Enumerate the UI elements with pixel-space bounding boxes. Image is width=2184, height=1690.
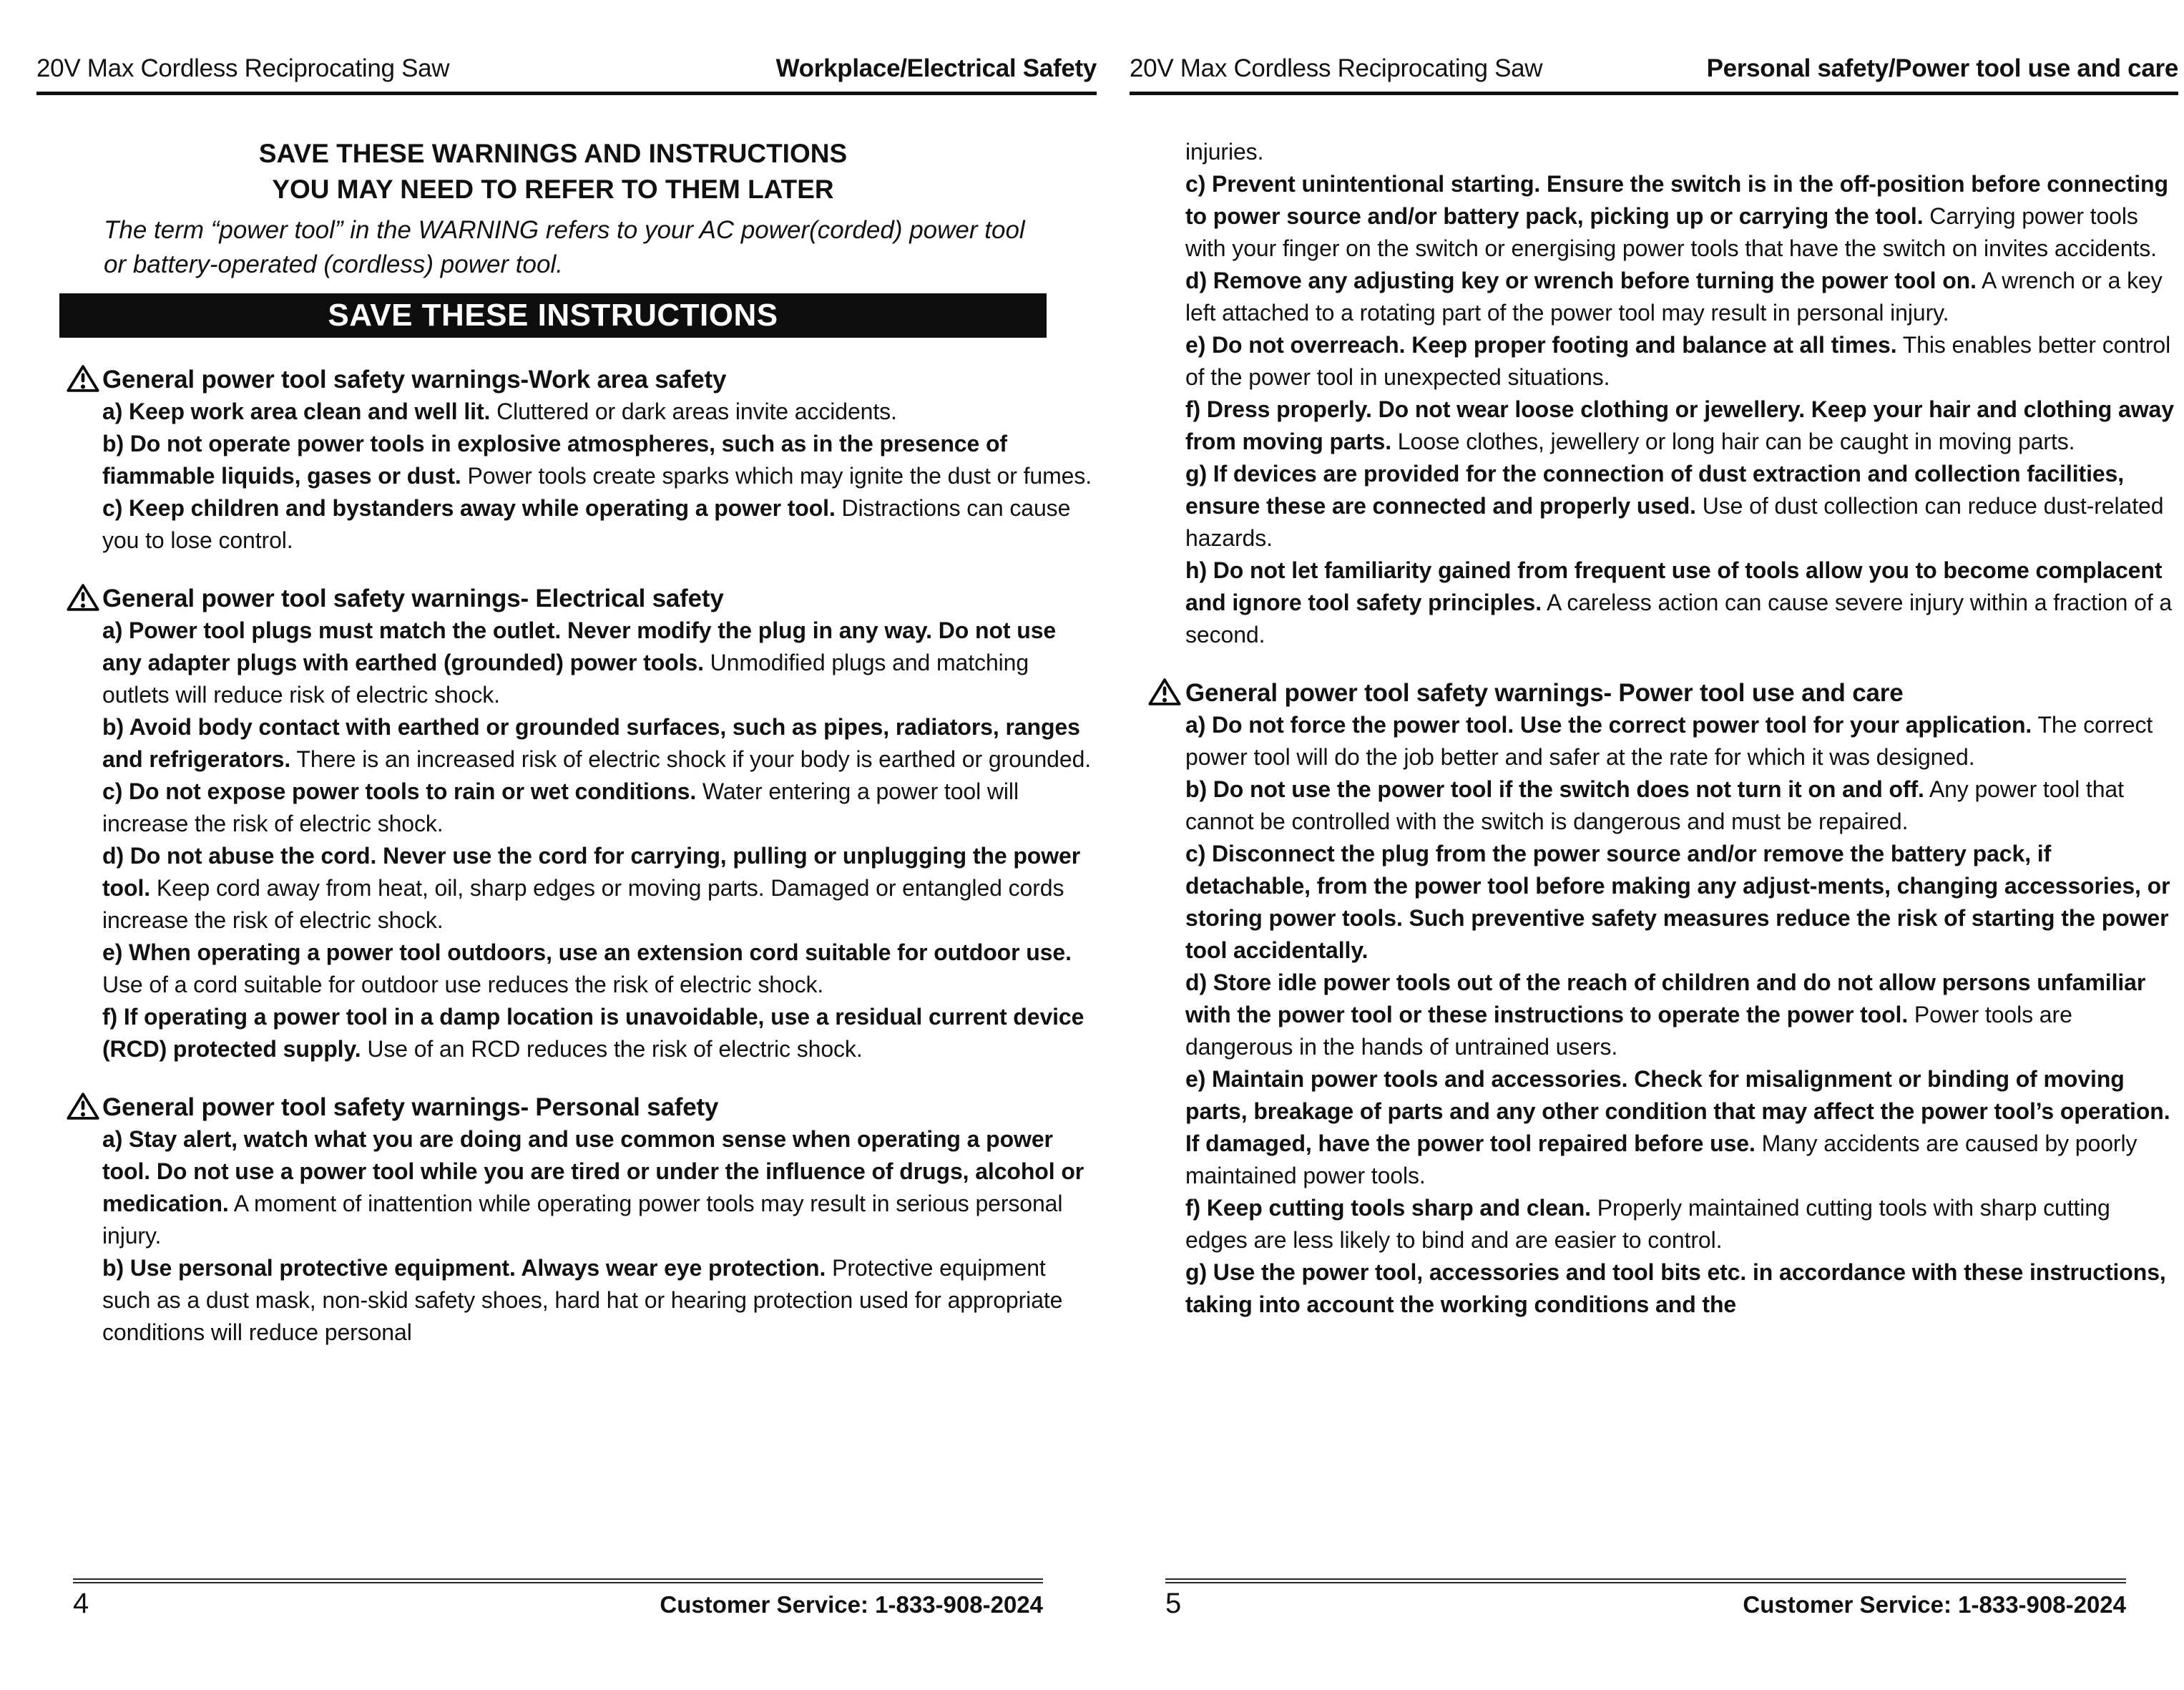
section-electrical-safety (67, 582, 1097, 1065)
safety-item: c) Prevent unintentional starting. Ensure the switch is in the off-position before connecting to power source and/or battery pack, picking up or carrying the tool. Carrying power tools with your finger on the switch or energising power tools that have the switch on invites accidents. (1185, 171, 2168, 261)
safety-item: h) Do not let familiarity gained from frequent use of tools allow you to become complacent and ignore tool safety principles. A careless action can cause severe injury within a fraction of a second. (1185, 557, 2173, 648)
safety-item: a) Stay alert, watch what you are doing and use common sense when operating a power tool. Do not use a power tool while you are tired or under the influence of drugs, alcohol or medication. A moment of inattention while operating power tools may result in serious personal injury. (102, 1126, 1084, 1249)
customer-service-label: Customer Service: 1-833-908-2024 (1743, 1591, 2126, 1618)
safety-item: e) Maintain power tools and accessories. Check for misalignment or binding of moving parts, breakage of parts and any other condition that may affect the power tool’s operation. If damaged, have the power tool repaired before use. Many accidents are caused by poorly maintained power tools. (1185, 1066, 2170, 1188)
header-section-title: Workplace/Electrical Safety (775, 54, 1097, 82)
section-title: General power tool safety warnings- Electrical safety (102, 585, 724, 612)
section-title: General power tool safety warnings- Personal safety (102, 1093, 719, 1121)
safety-item: c) Disconnect the plug from the power source and/or remove the battery pack, if detachable, from the power tool before making any adjust-ments, changing accessories, or storing power tools. Such preventive safety measures reduce the risk of starting the power tool accidentally. (1185, 841, 2170, 963)
safety-item: f) Keep cutting tools sharp and clean. Properly maintained cutting tools with sharp cutting edges are less likely to bind and are easier to control. (1185, 1195, 2110, 1253)
continuation-text: injuries. (1185, 139, 1264, 165)
header-row (1130, 54, 2178, 83)
safety-item: b) Do not operate power tools in explosive atmospheres, such as in the presence of fiammable liquids, gases or dust. Power tools create sparks which may ignite the dust or fumes. (102, 431, 1092, 489)
product-title: 20V Max Cordless Reciprocating Saw (1130, 54, 1543, 82)
personal-safety-continued (1148, 136, 2178, 651)
warning-triangle-icon (67, 582, 99, 612)
warning-triangle-icon (67, 1091, 99, 1121)
intro-block (59, 136, 1047, 338)
safety-item: g) Use the power tool, accessories and tool bits etc. in accordance with these instructions, taking into account the working conditions and the (1185, 1259, 2166, 1317)
intro-heading-line1: SAVE THESE WARNINGS AND INSTRUCTIONS (258, 139, 848, 168)
header-row (36, 54, 1097, 83)
safety-item: d) Remove any adjusting key or wrench before turning the power tool on. A wrench or a key left attached to a rotating part of the power tool may result in personal injury. (1185, 268, 2163, 326)
safety-item: c) Do not expose power tools to rain or wet conditions. Water entering a power tool will increase the risk of electric shock. (102, 778, 1019, 836)
product-title: 20V Max Cordless Reciprocating Saw (36, 54, 450, 82)
section-personal-safety (67, 1091, 1097, 1349)
intro-heading-line2: YOU MAY NEED TO REFER TO THEM LATER (272, 175, 834, 204)
page-number: 5 (1165, 1588, 1182, 1619)
page-5 (1130, 0, 2178, 1690)
header-rule (1130, 92, 2178, 95)
banner-label: SAVE THESE INSTRUCTIONS (328, 298, 778, 333)
safety-item: a) Do not force the power tool. Use the correct power tool for your application. The correct power tool will do the job better and safer at the rate for which it was designed. (1185, 712, 2153, 770)
save-instructions-banner (59, 293, 1047, 338)
page-5-header (1130, 54, 2178, 95)
page-4-content (36, 136, 1097, 1349)
section-work-area-safety (67, 363, 1097, 557)
safety-item: e) When operating a power tool outdoors, use an extension cord suitable for outdoor use. Use of a cord suitable for outdoor use reduces the risk of electric shock. (102, 939, 1072, 997)
safety-item: f) If operating a power tool in a damp location is unavoidable, use a residual current device (RCD) protected supply. Use of an RCD reduces the risk of electric shock. (102, 1004, 1084, 1062)
footer-row (1165, 1588, 2126, 1620)
header-rule (36, 92, 1097, 95)
safety-item: a) Power tool plugs must match the outlet. Never modify the plug in any way. Do not use any adapter plugs with earthed (grounded) power tools. Unmodified plugs and matching outlets will reduce risk of electric shock. (102, 617, 1057, 708)
safety-item: d) Store idle power tools out of the reach of children and do not allow persons unfamiliar with the power tool or these instructions to operate the power tool. Power tools are dangerous in the hands of untrained users. (1185, 969, 2146, 1060)
safety-item: d) Do not abuse the cord. Never use the cord for carrying, pulling or unplugging the power tool. Keep cord away from heat, oil, sharp edges or moving parts. Damaged or entangled cords increase the risk of electric shock. (102, 843, 1081, 933)
page-5-footer (1165, 1578, 2126, 1620)
page-5-content (1130, 136, 2178, 1321)
section-title: General power tool safety warnings- Power tool use and care (1185, 679, 1904, 707)
safety-item: g) If devices are provided for the connection of dust extraction and collection facilities, ensure these are connected and properly used. Use of dust collection can reduce dust-related hazards. (1185, 461, 2164, 551)
section-power-tool-use-and-care (1148, 677, 2178, 1321)
customer-service-label: Customer Service: 1-833-908-2024 (660, 1591, 1043, 1618)
safety-item: e) Do not overreach. Keep proper footing and balance at all times. This enables better control of the power tool in unexpected situations. (1185, 332, 2171, 390)
footer-rule (1165, 1578, 2126, 1583)
safety-item: b) Avoid body contact with earthed or grounded surfaces, such as pipes, radiators, ranges and refrigerators. There is an increased risk of electric shock if your body is earthed or grounded. (102, 714, 1092, 772)
header-section-title: Personal safety/Power tool use and care (1706, 54, 2178, 82)
warning-triangle-icon (1148, 677, 1181, 707)
safety-item: b) Do not use the power tool if the switch does not turn it on and off. Any power tool that cannot be controlled with the switch is dangerous and must be repaired. (1185, 776, 2124, 834)
warning-triangle-icon (67, 363, 99, 394)
section-title: General power tool safety warnings-Work area safety (102, 366, 727, 394)
page-4-footer (73, 1578, 1043, 1620)
footer-rule (73, 1578, 1043, 1583)
safety-item: a) Keep work area clean and well lit. Cluttered or dark areas invite accidents. (102, 399, 897, 424)
footer-row (73, 1588, 1043, 1620)
intro-note: The term “power tool” in the WARNING refers to your AC power(corded) power tool or battery-operated (cordless) power tool. (104, 216, 1025, 278)
page-4-header (36, 54, 1097, 95)
page-4 (36, 0, 1097, 1690)
page-number: 4 (73, 1588, 89, 1619)
safety-item: f) Dress properly. Do not wear loose clothing or jewellery. Keep your hair and clothing away from moving parts. Loose clothes, jewellery or long hair can be caught in moving parts. (1185, 396, 2174, 454)
safety-item: b) Use personal protective equipment. Always wear eye protection. Protective equipment such as a dust mask, non-skid safety shoes, hard hat or hearing protection used for appropriate conditions will reduce personal (102, 1255, 1063, 1345)
safety-item: c) Keep children and bystanders away while operating a power tool. Distractions can cause you to lose control. (102, 495, 1071, 553)
